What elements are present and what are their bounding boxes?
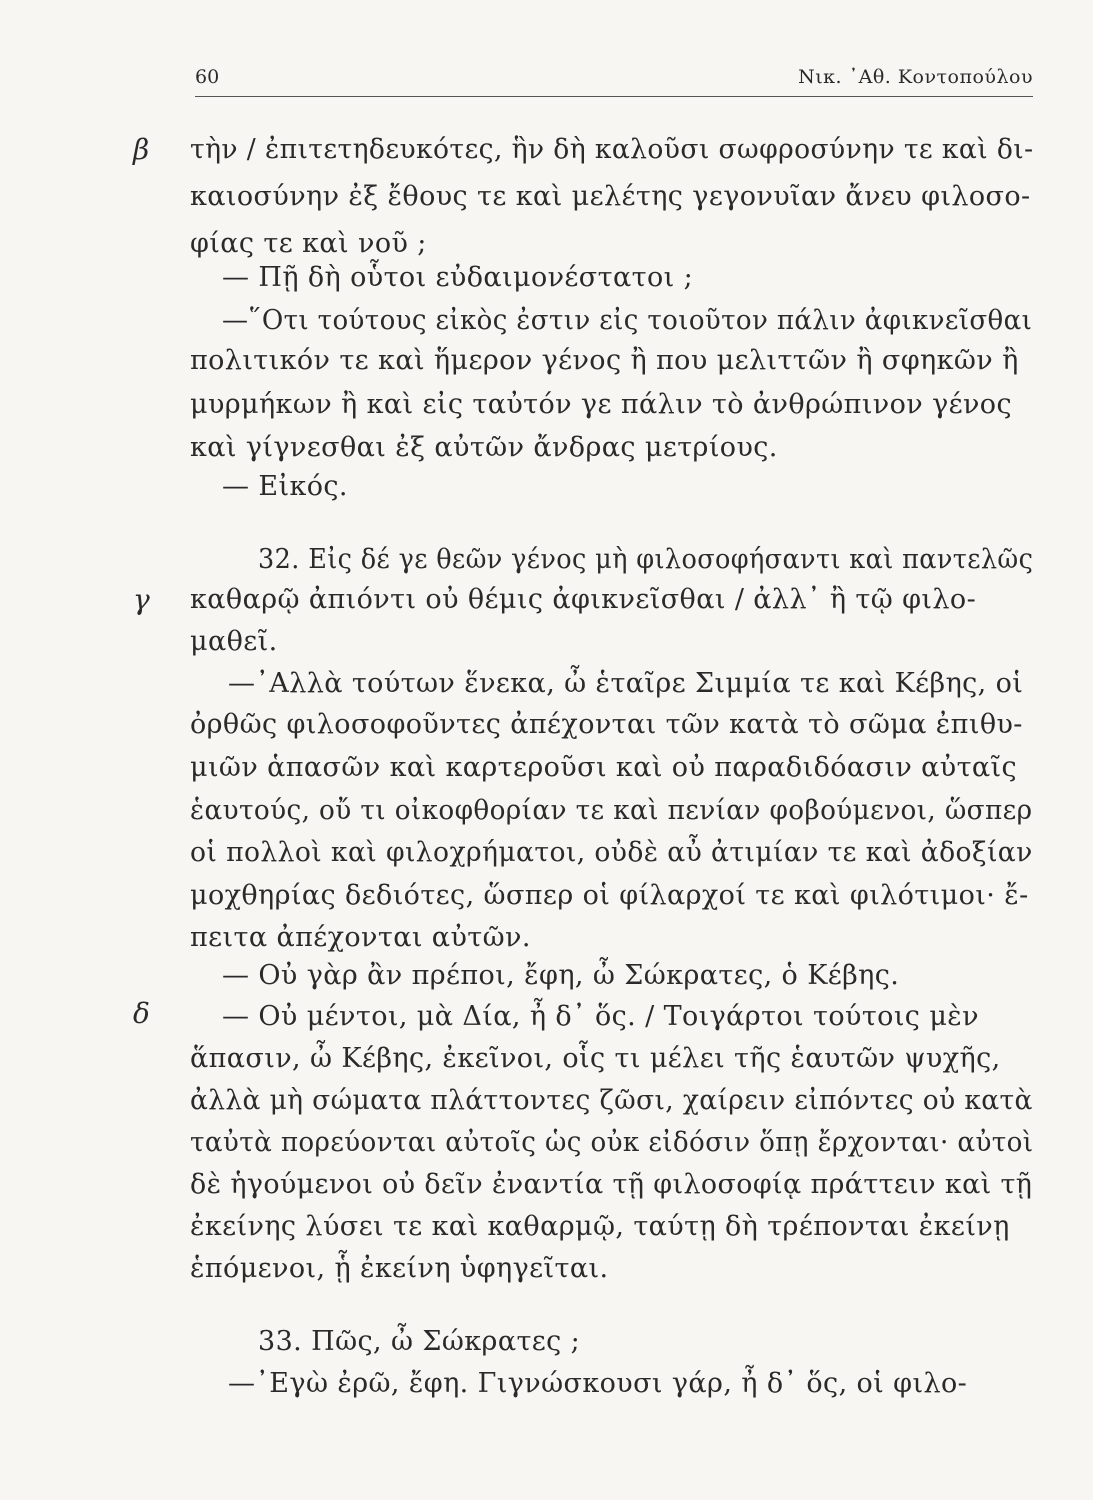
text-line: μοχθηρίας δεδιότες, ὥσπερ οἱ φίλαρχοί τε καὶ φιλότιμοι· ἔ- [190, 880, 1029, 911]
text-line: μυρμήκων ἢ καὶ εἰς ταὐτόν γε πάλιν τὸ ἀνθρώπινον γένος [190, 389, 1012, 420]
text-line: μαθεῖ. [190, 626, 278, 657]
text-line: ὀρθῶς φιλοσοφοῦντες ἀπέχονται τῶν κατὰ τὸ σῶμα ἐπιθυ- [190, 709, 1023, 740]
text-line: ἀλλὰ μὴ σώματα πλάττοντες ζῶσι, χαίρειν εἰπόντες οὐ κατὰ [190, 1085, 1033, 1116]
text-line: — Οὐ μέντοι, μὰ Δία, ἦ δ᾽ ὅς. / Τοιγάρτοι τούτοις μὲν [222, 1001, 979, 1032]
text-line: τὴν / ἐπιτετηδευκότες, ἣν δὴ καλοῦσι σωφροσύνην τε καὶ δι- [190, 134, 1034, 165]
text-line: καθαρῷ ἀπιόντι οὐ θέμις ἀφικνεῖσθαι / ἀλλ᾽ ἢ τῷ φιλο- [190, 584, 977, 615]
text-line: οἱ πολλοὶ καὶ φιλοχρήματοι, οὐδὲ αὖ ἀτιμίαν τε καὶ ἀδοξίαν [190, 837, 1033, 868]
text-line: ἅπασιν, ὦ Κέβης, ἐκεῖνοι, οἷς τι μέλει τῆς ἑαυτῶν ψυχῆς, [190, 1043, 1001, 1074]
text-line: μιῶν ἁπασῶν καὶ καρτεροῦσι καὶ οὐ παραδιδόασιν αὐταῖς [190, 752, 1018, 783]
text-line: — Οὐ γὰρ ἂν πρέποι, ἔφη, ὦ Σώκρατες, ὁ Κέβης. [222, 960, 900, 991]
section-heading-33: 33. Πῶς, ὦ Σώκρατες ; [258, 1326, 581, 1357]
text-line: —᾽Αλλὰ τούτων ἕνεκα, ὦ ἑταῖρε Σιμμία τε καὶ Κέβης, οἱ [228, 668, 1024, 699]
text-line: καὶ γίγνεσθαι ἐξ αὐτῶν ἄνδρας μετρίους. [190, 432, 778, 463]
text-line: —῞Οτι τούτους εἰκὸς ἐστιν εἰς τοιοῦτον πάλιν ἀφικνεῖσθαι [222, 305, 1033, 336]
text-line: καιοσύνην ἐξ ἔθους τε καὶ μελέτης γεγονυῖαν ἄνευ φιλοσο- [190, 181, 1031, 212]
text-line: φίας τε καὶ νοῦ ; [190, 228, 427, 259]
margin-mark-beta: β [133, 133, 150, 166]
text-line: ἐκείνης λύσει τε καὶ καθαρμῷ, ταύτῃ δὴ τρέπονται ἐκείνῃ [190, 1211, 1010, 1242]
text-line: ταὐτὰ πορεύονται αὐτοῖς ὡς οὐκ εἰδόσιν ὅπῃ ἔρχονται· αὐτοὶ [190, 1127, 1034, 1158]
text-line: — Εἰκός. [222, 471, 348, 502]
margin-mark-gamma: γ [133, 583, 150, 616]
margin-mark-delta: δ [133, 997, 150, 1030]
text-line: ἑαυτούς, οὔ τι οἰκοφθορίαν τε καὶ πενίαν φοβούμενοι, ὥσπερ [190, 795, 1033, 826]
section-heading-32: 32. Εἰς δέ γε θεῶν γένος μὴ φιλοσοφήσαντι καὶ παντελῶς [258, 544, 1034, 575]
text-line: πειτα ἀπέχονται αὐτῶν. [190, 922, 531, 953]
text-line: — Πῇ δὴ οὗτοι εὐδαιμονέστατοι ; [222, 262, 694, 293]
text-line: —᾽Εγὼ ἐρῶ, ἔφη. Γιγνώσκουσι γάρ, ἦ δ᾽ ὅς, οἱ φιλο- [228, 1368, 968, 1399]
text-line: δὲ ἡγούμενοι οὐ δεῖν ἐναντία τῇ φιλοσοφίᾳ πράττειν καὶ τῇ [190, 1169, 1033, 1200]
text-line: πολιτικόν τε καὶ ἥμερον γένος ἢ που μελιττῶν ἢ σφηκῶν ἢ [190, 345, 1019, 376]
text-line: ἑπόμενοι, ᾗ ἐκείνη ὑφηγεῖται. [190, 1253, 609, 1284]
page-number: 60 [195, 66, 220, 88]
running-head: Νικ. ᾿Αθ. Κοντοπούλου [798, 66, 1033, 88]
